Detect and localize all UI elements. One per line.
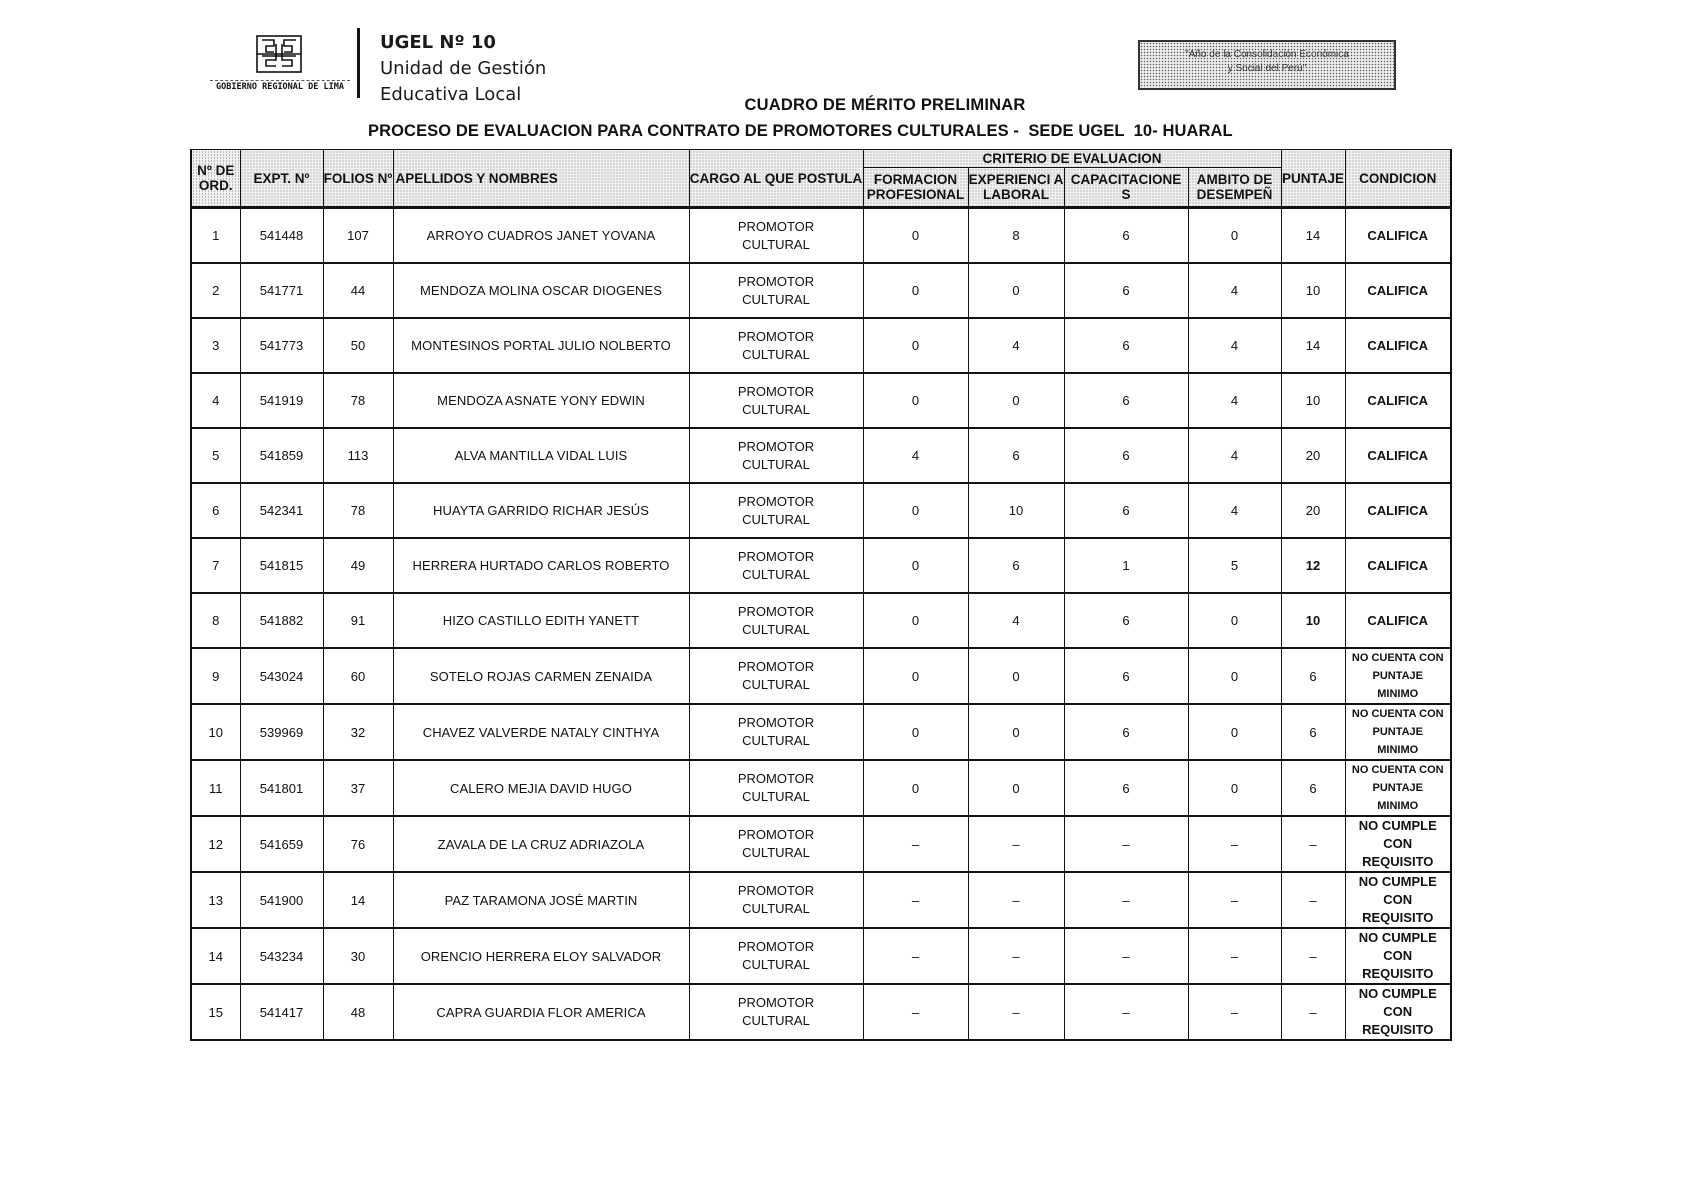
col-header-condicion: CONDICION: [1345, 150, 1451, 208]
table-row: [191, 428, 1451, 483]
cell-expt: 543234: [240, 928, 323, 984]
cargo-line-1: PROMOTOR: [737, 438, 815, 454]
condicion-line-1: NO CUMPLE: [1358, 874, 1437, 889]
cell-puntaje: 14: [1281, 318, 1345, 373]
header-divider: [357, 28, 360, 98]
cell-condicion: [1345, 208, 1451, 264]
cell-name: ZAVALA DE LA CRUZ ADRIAZOLA: [393, 816, 689, 872]
cell-experiencia: –: [968, 928, 1064, 984]
cell-expt: 541900: [240, 872, 323, 928]
cell-formacion: 0: [863, 648, 968, 704]
table-row: [191, 760, 1451, 816]
cell-capacitaciones: 6: [1064, 760, 1188, 816]
cell-expt: 539969: [240, 704, 323, 760]
cell-puntaje: 6: [1281, 704, 1345, 760]
cargo-line-2: CULTURAL: [742, 511, 810, 527]
cell-cargo: [689, 704, 863, 760]
cell-ambito: 0: [1188, 208, 1281, 264]
cell-capacitaciones: 6: [1064, 593, 1188, 648]
cell-ord: 2: [191, 263, 240, 318]
cell-folios: 78: [323, 373, 393, 428]
cell-cargo: [689, 593, 863, 648]
cell-formacion: 4: [863, 428, 968, 483]
cell-ambito: 4: [1188, 318, 1281, 373]
condicion-line-1: CALIFICA: [1367, 503, 1429, 518]
table-row: [191, 984, 1451, 1040]
cell-cargo: [689, 928, 863, 984]
cell-experiencia: 0: [968, 263, 1064, 318]
cell-name: ALVA MANTILLA VIDAL LUIS: [393, 428, 689, 483]
col-header-formacion: FORMACION PROFESIONAL: [863, 168, 968, 208]
cell-cargo: [689, 760, 863, 816]
cell-capacitaciones: –: [1064, 816, 1188, 872]
condicion-line-1: CALIFICA: [1367, 338, 1429, 353]
cell-expt: 541815: [240, 538, 323, 593]
cell-puntaje: 6: [1281, 648, 1345, 704]
cell-puntaje: 14: [1281, 208, 1345, 264]
col-header-ambito: AMBITO DE DESEMPEÑ: [1188, 168, 1281, 208]
cell-name: CHAVEZ VALVERDE NATALY CINTHYA: [393, 704, 689, 760]
condicion-line-3: MINIMO: [1377, 800, 1419, 812]
col-header-name: APELLIDOS Y NOMBRES: [393, 150, 689, 208]
document-subtitle: PROCESO DE EVALUACION PARA CONTRATO DE PROMOTORES CULTURALES - SEDE UGEL 10- HUARAL: [368, 122, 1233, 140]
cell-ord: 12: [191, 816, 240, 872]
col-header-folios: FOLIOS Nº: [323, 150, 393, 208]
condicion-line-2: CON: [1383, 1004, 1413, 1019]
cargo-line-2: CULTURAL: [742, 733, 810, 748]
cell-name: HIZO CASTILLO EDITH YANETT: [393, 593, 689, 648]
cell-ord: 15: [191, 984, 240, 1040]
cell-expt: 541448: [240, 208, 323, 264]
table-row: [191, 872, 1451, 928]
condicion-line-3: REQUISITO: [1362, 966, 1434, 981]
cell-capacitaciones: –: [1064, 928, 1188, 984]
cell-folios: 78: [323, 483, 393, 538]
cell-condicion: [1345, 428, 1451, 483]
cell-puntaje: 20: [1281, 483, 1345, 538]
cell-name: CAPRA GUARDIA FLOR AMERICA: [393, 984, 689, 1040]
cell-name: MONTESINOS PORTAL JULIO NOLBERTO: [393, 318, 689, 373]
cell-cargo: [689, 816, 863, 872]
condicion-line-1: CALIFICA: [1367, 283, 1429, 298]
col-header-cargo: CARGO AL QUE POSTULA: [689, 150, 863, 208]
condicion-line-1: NO CUENTA CON: [1351, 708, 1444, 720]
cell-experiencia: 6: [968, 428, 1064, 483]
cell-condicion: [1345, 704, 1451, 760]
cell-name: HUAYTA GARRIDO RICHAR JESÚS: [393, 483, 689, 538]
cell-ord: 11: [191, 760, 240, 816]
cell-expt: 543024: [240, 648, 323, 704]
condicion-line-3: MINIMO: [1377, 744, 1419, 756]
cell-ord: 9: [191, 648, 240, 704]
cell-puntaje: 10: [1281, 263, 1345, 318]
cell-ord: 14: [191, 928, 240, 984]
cell-cargo: [689, 538, 863, 593]
condicion-line-1: NO CUENTA CON: [1351, 764, 1444, 776]
cell-expt: 541773: [240, 318, 323, 373]
cell-experiencia: 0: [968, 760, 1064, 816]
cargo-line-2: CULTURAL: [742, 621, 810, 637]
cell-expt: 541882: [240, 593, 323, 648]
cargo-line-2: CULTURAL: [742, 236, 810, 252]
cell-name: SOTELO ROJAS CARMEN ZENAIDA: [393, 648, 689, 704]
cell-cargo: [689, 318, 863, 373]
cell-name: ARROYO CUADROS JANET YOVANA: [393, 208, 689, 264]
cargo-line-1: PROMOTOR: [737, 659, 815, 674]
cell-condicion: [1345, 816, 1451, 872]
cell-formacion: –: [863, 872, 968, 928]
table-row: [191, 704, 1451, 760]
year-motto-stamp: [1138, 40, 1396, 90]
cargo-line-1: PROMOTOR: [737, 771, 815, 786]
gobierno-regional-logo: [210, 34, 350, 96]
cell-ambito: 4: [1188, 428, 1281, 483]
condicion-line-2: CON: [1383, 892, 1413, 907]
cargo-line-1: PROMOTOR: [737, 328, 815, 344]
cargo-line-1: PROMOTOR: [737, 939, 815, 954]
cargo-line-2: CULTURAL: [742, 291, 810, 307]
cell-cargo: [689, 984, 863, 1040]
cargo-line-2: CULTURAL: [742, 789, 810, 804]
table-row: [191, 593, 1451, 648]
condicion-line-1: CALIFICA: [1367, 558, 1429, 573]
condicion-line-2: PUNTAJE: [1372, 726, 1424, 738]
institution-line-3: Educativa Local: [380, 84, 522, 105]
cell-ambito: 0: [1188, 648, 1281, 704]
cell-folios: 32: [323, 704, 393, 760]
document-title: CUADRO DE MÉRITO PRELIMINAR: [744, 96, 1026, 114]
cargo-line-2: CULTURAL: [742, 456, 810, 472]
cell-condicion: [1345, 648, 1451, 704]
condicion-line-2: CON: [1383, 948, 1413, 963]
institution-line-2: Unidad de Gestión: [380, 58, 547, 79]
cell-experiencia: –: [968, 816, 1064, 872]
table-row: [191, 538, 1451, 593]
cell-experiencia: –: [968, 872, 1064, 928]
cell-formacion: 0: [863, 704, 968, 760]
condicion-line-2: PUNTAJE: [1372, 670, 1424, 682]
cell-experiencia: 6: [968, 538, 1064, 593]
cell-expt: 541659: [240, 816, 323, 872]
cell-folios: 60: [323, 648, 393, 704]
table-row: [191, 263, 1451, 318]
condicion-line-1: NO CUMPLE: [1358, 986, 1437, 1001]
cargo-line-1: PROMOTOR: [737, 603, 815, 619]
cell-puntaje: 10: [1281, 593, 1345, 648]
cell-condicion: [1345, 872, 1451, 928]
cell-folios: 49: [323, 538, 393, 593]
cell-expt: 541859: [240, 428, 323, 483]
cell-name: HERRERA HURTADO CARLOS ROBERTO: [393, 538, 689, 593]
cell-folios: 107: [323, 208, 393, 264]
cell-condicion: [1345, 760, 1451, 816]
condicion-line-3: REQUISITO: [1362, 854, 1434, 869]
cell-name: MENDOZA MOLINA OSCAR DIOGENES: [393, 263, 689, 318]
cell-puntaje: –: [1281, 928, 1345, 984]
cell-condicion: [1345, 483, 1451, 538]
gobierno-regional-crest-icon: [254, 34, 304, 74]
cell-name: MENDOZA ASNATE YONY EDWIN: [393, 373, 689, 428]
cell-cargo: [689, 208, 863, 264]
cell-ambito: –: [1188, 872, 1281, 928]
cell-folios: 14: [323, 872, 393, 928]
cell-folios: 50: [323, 318, 393, 373]
cell-expt: 541417: [240, 984, 323, 1040]
cell-folios: 30: [323, 928, 393, 984]
cell-experiencia: 10: [968, 483, 1064, 538]
cell-ambito: –: [1188, 816, 1281, 872]
cell-cargo: [689, 648, 863, 704]
condicion-line-3: REQUISITO: [1362, 910, 1434, 925]
cell-capacitaciones: 6: [1064, 208, 1188, 264]
cell-formacion: 0: [863, 483, 968, 538]
cargo-line-1: PROMOTOR: [737, 218, 815, 234]
cell-experiencia: 0: [968, 648, 1064, 704]
cell-ord: 7: [191, 538, 240, 593]
cell-puntaje: 20: [1281, 428, 1345, 483]
cargo-line-2: CULTURAL: [742, 401, 810, 417]
cell-puntaje: 12: [1281, 538, 1345, 593]
cell-name: ORENCIO HERRERA ELOY SALVADOR: [393, 928, 689, 984]
logo-caption: GOBIERNO REGIONAL DE LIMA: [210, 80, 350, 92]
cell-ord: 10: [191, 704, 240, 760]
col-header-capacitaciones: CAPACITACIONE S: [1064, 168, 1188, 208]
cell-experiencia: 0: [968, 373, 1064, 428]
cell-folios: 76: [323, 816, 393, 872]
cargo-line-2: CULTURAL: [742, 677, 810, 692]
cell-cargo: [689, 428, 863, 483]
condicion-line-3: REQUISITO: [1362, 1022, 1434, 1037]
cell-puntaje: –: [1281, 984, 1345, 1040]
condicion-line-1: NO CUMPLE: [1358, 930, 1437, 945]
table-row: [191, 318, 1451, 373]
cell-experiencia: 4: [968, 593, 1064, 648]
cell-ambito: –: [1188, 928, 1281, 984]
stamp-line-2: y Social del Perú": [1227, 63, 1307, 74]
cell-formacion: 0: [863, 593, 968, 648]
cell-experiencia: 0: [968, 704, 1064, 760]
cell-ord: 3: [191, 318, 240, 373]
cell-ambito: 0: [1188, 760, 1281, 816]
cell-ambito: 5: [1188, 538, 1281, 593]
cell-condicion: [1345, 538, 1451, 593]
cargo-line-2: CULTURAL: [742, 566, 810, 582]
cell-expt: 541919: [240, 373, 323, 428]
table-row: [191, 816, 1451, 872]
cell-folios: 91: [323, 593, 393, 648]
cell-condicion: [1345, 928, 1451, 984]
cell-capacitaciones: 1: [1064, 538, 1188, 593]
cell-condicion: [1345, 318, 1451, 373]
condicion-line-1: CALIFICA: [1367, 613, 1429, 628]
cell-formacion: 0: [863, 760, 968, 816]
cell-ord: 1: [191, 208, 240, 264]
table-row: [191, 208, 1451, 264]
cell-condicion: [1345, 373, 1451, 428]
condicion-line-1: NO CUMPLE: [1358, 818, 1437, 833]
col-header-ord: Nº DE ORD.: [191, 150, 240, 208]
col-header-experiencia: EXPERIENCI A LABORAL: [968, 168, 1064, 208]
cell-ord: 8: [191, 593, 240, 648]
cell-folios: 113: [323, 428, 393, 483]
table-row: [191, 648, 1451, 704]
condicion-line-1: CALIFICA: [1367, 393, 1429, 408]
cell-name: CALERO MEJIA DAVID HUGO: [393, 760, 689, 816]
cell-capacitaciones: 6: [1064, 648, 1188, 704]
cell-capacitaciones: 6: [1064, 483, 1188, 538]
col-header-puntaje: PUNTAJE: [1281, 150, 1345, 208]
cargo-line-2: CULTURAL: [742, 901, 810, 916]
cargo-line-2: CULTURAL: [742, 1013, 810, 1028]
cell-expt: 541771: [240, 263, 323, 318]
cell-puntaje: –: [1281, 816, 1345, 872]
cargo-line-1: PROMOTOR: [737, 827, 815, 842]
cell-capacitaciones: 6: [1064, 318, 1188, 373]
condicion-line-1: CALIFICA: [1367, 448, 1429, 463]
cell-capacitaciones: –: [1064, 984, 1188, 1040]
cell-name: PAZ TARAMONA JOSÉ MARTIN: [393, 872, 689, 928]
cell-formacion: 0: [863, 263, 968, 318]
cell-capacitaciones: 6: [1064, 373, 1188, 428]
merit-table-body: [191, 208, 1451, 1041]
condicion-line-2: CON: [1383, 836, 1413, 851]
cargo-line-1: PROMOTOR: [737, 383, 815, 399]
condicion-line-1: CALIFICA: [1367, 228, 1429, 243]
table-row: [191, 373, 1451, 428]
condicion-line-2: PUNTAJE: [1372, 782, 1424, 794]
cell-experiencia: 8: [968, 208, 1064, 264]
cell-formacion: 0: [863, 208, 968, 264]
cell-condicion: [1345, 984, 1451, 1040]
cell-capacitaciones: 6: [1064, 704, 1188, 760]
cell-experiencia: 4: [968, 318, 1064, 373]
condicion-line-3: MINIMO: [1377, 688, 1419, 700]
cell-ambito: 0: [1188, 593, 1281, 648]
cargo-line-1: PROMOTOR: [737, 548, 815, 564]
stamp-line-1: "Año de la Consolidación Económica: [1185, 49, 1349, 60]
cell-ord: 13: [191, 872, 240, 928]
cell-ambito: –: [1188, 984, 1281, 1040]
cell-formacion: –: [863, 928, 968, 984]
cell-folios: 48: [323, 984, 393, 1040]
cargo-line-1: PROMOTOR: [737, 273, 815, 289]
cell-formacion: 0: [863, 318, 968, 373]
cell-condicion: [1345, 593, 1451, 648]
cell-ambito: 0: [1188, 704, 1281, 760]
merit-table: [190, 149, 1452, 1041]
cell-capacitaciones: –: [1064, 872, 1188, 928]
cell-folios: 37: [323, 760, 393, 816]
col-header-expt: EXPT. Nº: [240, 150, 323, 208]
cell-condicion: [1345, 263, 1451, 318]
cell-cargo: [689, 373, 863, 428]
cargo-line-1: PROMOTOR: [737, 493, 815, 509]
table-row: [191, 928, 1451, 984]
cell-folios: 44: [323, 263, 393, 318]
cell-formacion: 0: [863, 373, 968, 428]
cell-cargo: [689, 263, 863, 318]
cell-expt: 542341: [240, 483, 323, 538]
cell-expt: 541801: [240, 760, 323, 816]
cell-ord: 5: [191, 428, 240, 483]
cargo-line-1: PROMOTOR: [737, 995, 815, 1010]
condicion-line-1: NO CUENTA CON: [1351, 652, 1444, 664]
cargo-line-2: CULTURAL: [742, 957, 810, 972]
cargo-line-1: PROMOTOR: [737, 883, 815, 898]
cell-ord: 4: [191, 373, 240, 428]
cell-formacion: 0: [863, 538, 968, 593]
cell-ambito: 4: [1188, 373, 1281, 428]
cell-ambito: 4: [1188, 263, 1281, 318]
cell-capacitaciones: 6: [1064, 428, 1188, 483]
cargo-line-2: CULTURAL: [742, 346, 810, 362]
cell-ambito: 4: [1188, 483, 1281, 538]
cell-cargo: [689, 872, 863, 928]
cell-puntaje: –: [1281, 872, 1345, 928]
ugel-number: UGEL Nº 10: [380, 32, 496, 53]
cargo-line-1: PROMOTOR: [737, 715, 815, 730]
cell-puntaje: 6: [1281, 760, 1345, 816]
cell-ord: 6: [191, 483, 240, 538]
table-row: [191, 483, 1451, 538]
cell-puntaje: 10: [1281, 373, 1345, 428]
cell-formacion: –: [863, 984, 968, 1040]
cell-cargo: [689, 483, 863, 538]
cell-formacion: –: [863, 816, 968, 872]
cell-experiencia: –: [968, 984, 1064, 1040]
cell-capacitaciones: 6: [1064, 263, 1188, 318]
col-header-criterio-group: CRITERIO DE EVALUACION: [863, 150, 1281, 168]
cargo-line-2: CULTURAL: [742, 845, 810, 860]
